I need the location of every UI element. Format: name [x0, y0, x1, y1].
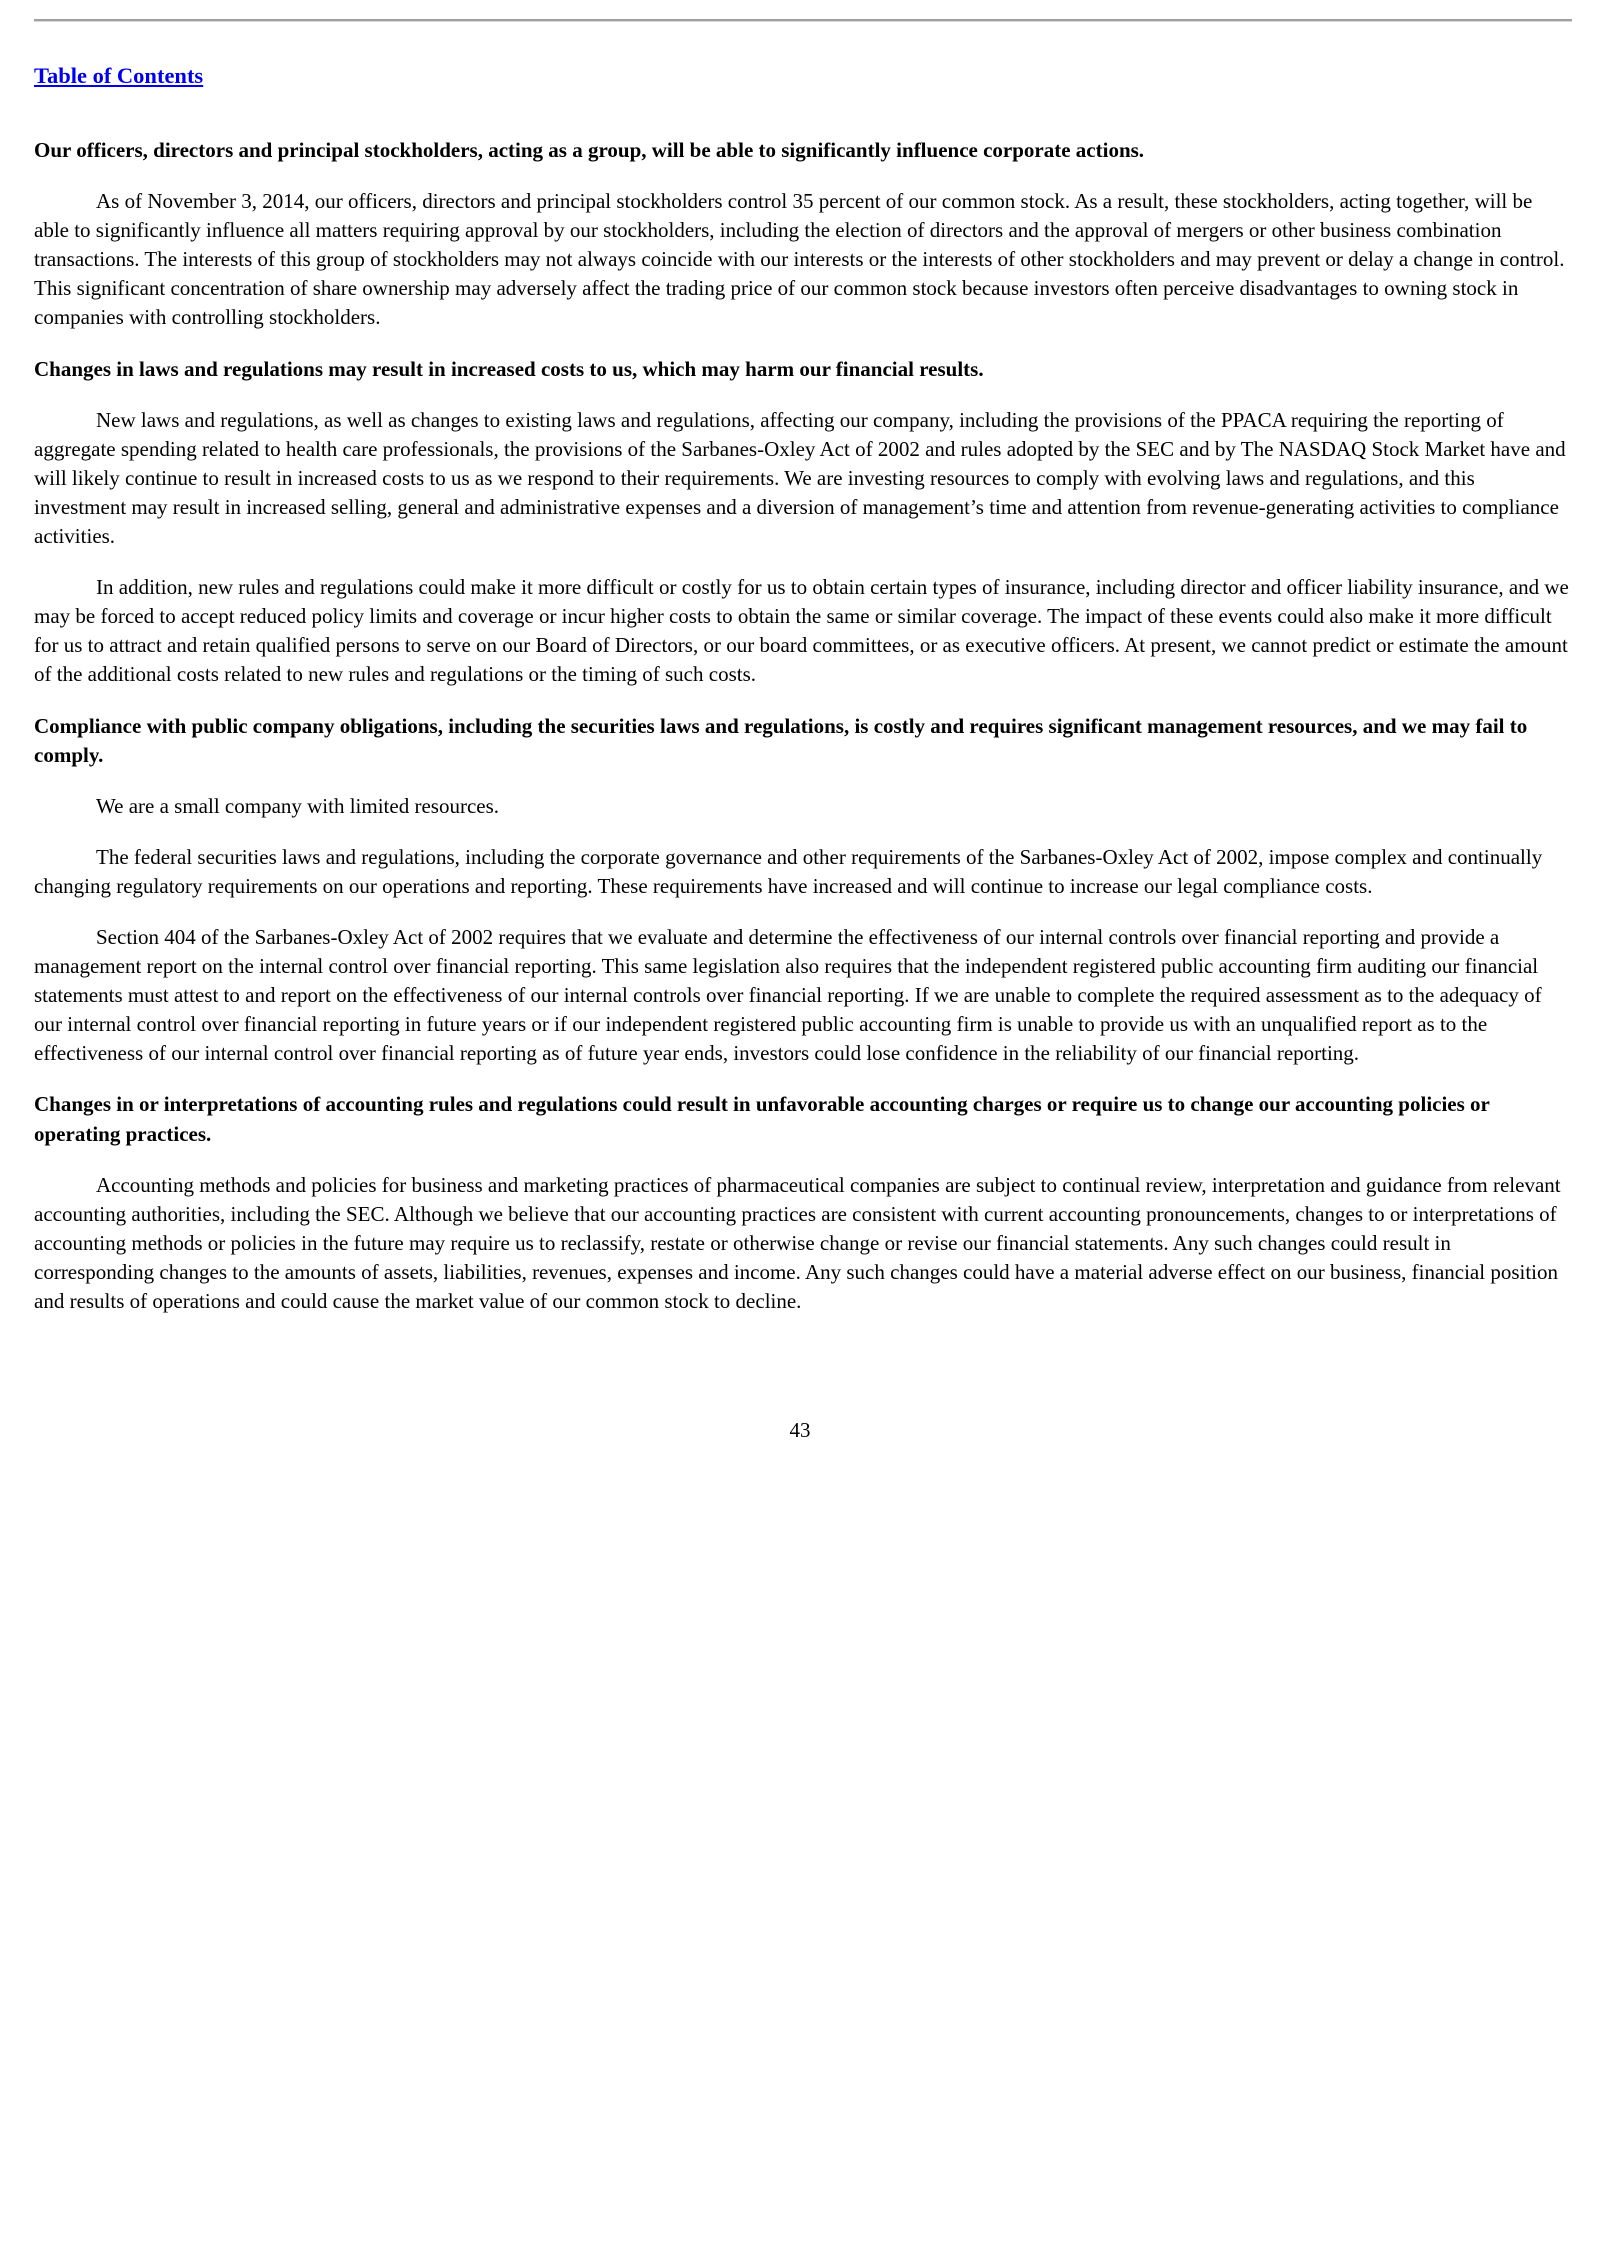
section-heading: Changes in or interpretations of accounting rules and regulations could result in unfavorable accounting charges or require us to change our accounting policies or operating practices. [34, 1092, 1490, 1146]
paragraph: Section 404 of the Sarbanes-Oxley Act of 2002 requires that we evaluate and determine the effectiveness of our internal controls over financial reporting and provide a management report on the internal control over financial reporting. This same legislation also requires that the independent registered public accounting firm auditing our financial statements must attest to and report on the effectiveness of our internal controls over financial reporting. If we are unable to complete the required assessment as to the adequacy of our internal control over financial reporting in future years or if our independent registered public accounting firm is unable to provide us with an unqualified report as to the effectiveness of our internal control over financial reporting as of future year ends, investors could lose confidence in the reliability of our financial reporting. [34, 924, 1542, 1066]
table-of-contents-link[interactable]: Table of Contents [34, 63, 204, 88]
paragraph: Accounting methods and policies for business and marketing practices of pharmaceutical companies are subject to continual review, interpretation and guidance from relevant accounting authorities, including the SEC. Although we believe that our accounting practices are consistent with current accounting pronouncements, changes to or interpretations of accounting methods or policies in the future may require us to reclassify, restate or otherwise change or revise our financial statements. Any such changes could result in corresponding changes to the amounts of assets, liabilities, revenues, expenses and income. Any such changes could have a material adverse effect on our business, financial position and results of operations and could cause the market value of our common stock to decline. [34, 1172, 1561, 1313]
paragraph: In addition, new rules and regulations could make it more difficult or costly for us to obtain certain types of insurance, including director and officer liability insurance, and we may be forced to accept reduced policy limits and coverage or incur higher costs to obtain the same or similar coverage. The impact of these events could also make it more difficult for us to attract and retain qualified persons to serve on our Board of Directors, or our board committees, or as executive officers. At present, we cannot predict or estimate the amount of the additional costs related to new rules and regulations or the timing of such costs. [34, 575, 1569, 687]
paragraph: We are a small company with limited resources. [96, 793, 500, 818]
document-body [34, 136, 1572, 1338]
section-heading: Compliance with public company obligations, including the securities laws and regulations, is costly and requires significant management resources, and we may fail to comply. [34, 713, 1528, 767]
top-divider [34, 19, 1572, 21]
section-heading: Changes in laws and regulations may result in increased costs to us, which may harm our financial results. [34, 356, 984, 381]
page-number: 43 [789, 1418, 811, 1442]
paragraph: The federal securities laws and regulations, including the corporate governance and other requirements of the Sarbanes-Oxley Act of 2002, impose complex and continually changing regulatory requirements on our operations and reporting. These requirements have increased and will continue to increase our legal compliance costs. [34, 844, 1543, 898]
paragraph: New laws and regulations, as well as changes to existing laws and regulations, affecting our company, including the provisions of the PPACA requiring the reporting of aggregate spending related to health care professionals, the provisions of the Sarbanes-Oxley Act of 2002 and rules adopted by the SEC and by The NASDAQ Stock Market have and will likely continue to result in increased costs to us as we respond to their requirements. We are investing resources to comply with evolving laws and regulations, and this investment may result in increased selling, general and administrative expenses and a diversion of management’s time and attention from revenue-generating activities to compliance activities. [34, 407, 1566, 549]
section-heading: Our officers, directors and principal stockholders, acting as a group, will be able to significantly influence corporate actions. [34, 138, 1145, 162]
paragraph: As of November 3, 2014, our officers, directors and principal stockholders control 35 percent of our common stock. As a result, these stockholders, acting together, will be able to significantly influence all matters requiring approval by our stockholders, including the election of directors and the approval of mergers or other business combination transactions. The interests of this group of stockholders may not always coincide with our interests or the interests of other stockholders and may prevent or delay a change in control. This significant concentration of share ownership may adversely affect the trading price of our common stock because investors often perceive disadvantages to owning stock in companies with controlling stockholders. [34, 189, 1565, 330]
